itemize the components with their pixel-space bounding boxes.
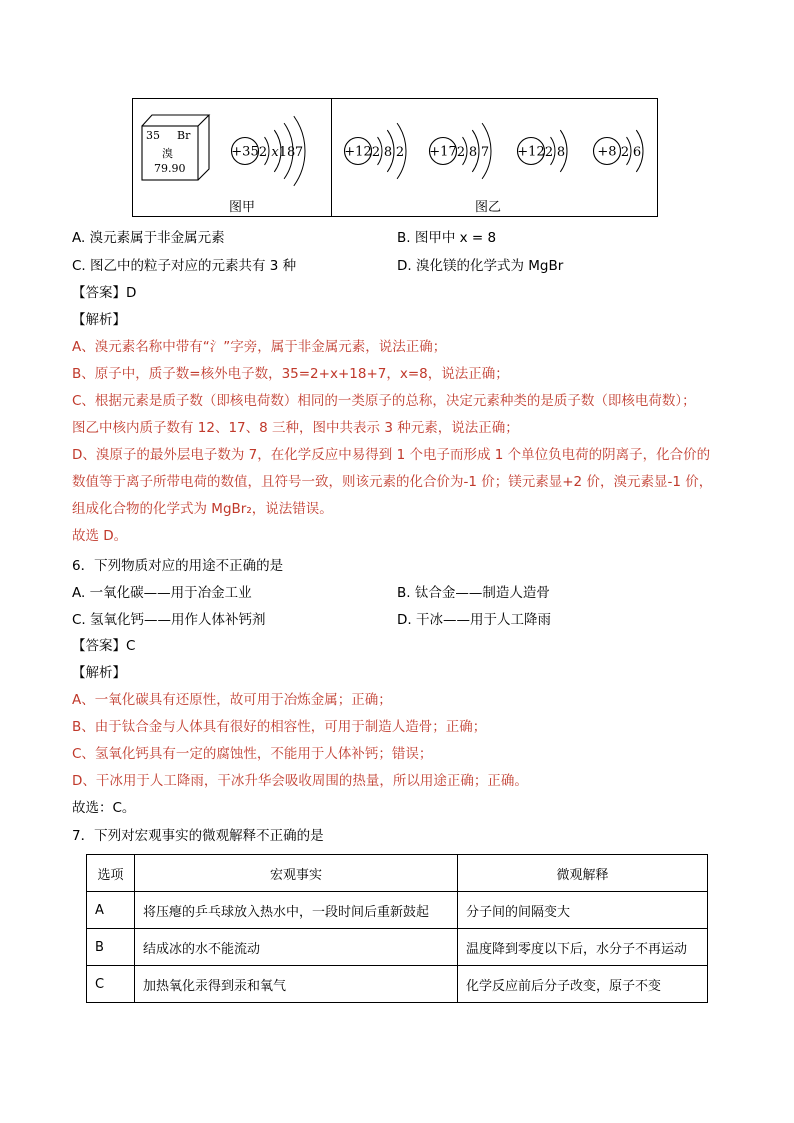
table-header-cell: 宏观事实: [135, 855, 458, 892]
q5-option-c: C. 图乙中的粒子对应的元素共有 3 种: [72, 258, 297, 274]
atom-diagram: [231, 116, 305, 186]
q5-answer: 【答案】D: [72, 285, 137, 301]
shell-electron-count: 2: [620, 145, 630, 160]
q5-option-a: A. 溴元素属于非金属元素: [72, 230, 225, 246]
table-header-cell: 微观解释: [458, 855, 708, 892]
atom-diagram: [517, 130, 567, 172]
shell-electron-count: 2: [544, 145, 554, 160]
atom-diagram: [429, 123, 491, 179]
q6-answer: 【答案】C: [72, 638, 136, 654]
shell-electron-count: 8: [468, 145, 478, 160]
table-header-row: [87, 855, 708, 892]
shell-electron-count: 2: [456, 145, 466, 160]
shell-electron-count: 18: [278, 145, 296, 160]
element-symbol: Br: [177, 129, 191, 142]
nucleus-charge: +12: [344, 144, 372, 160]
q5-option-d: D. 溴化镁的化学式为 MgBr: [397, 258, 564, 274]
shell-electron-count: 6: [632, 145, 642, 160]
q7-table: [86, 854, 708, 1003]
q6-analysis-line: A、一氧化碳具有还原性，故可用于冶炼金属；正确；: [72, 692, 392, 708]
table-cell: 结成冰的水不能流动: [135, 929, 458, 966]
q5-analysis-line: C、根据元素是质子数（即核电荷数）相同的一类原子的总称，决定元素种类的是质子数（即核电荷数）；: [72, 393, 696, 409]
shell-electron-count: 2: [371, 145, 381, 160]
q5-figure: [132, 98, 658, 217]
table-header-cell: 选项: [87, 855, 135, 892]
q5-option-b: B. 图甲中 x = 8: [397, 230, 497, 246]
table-cell: 将压瘪的乒乓球放入热水中，一段时间后重新鼓起: [135, 892, 458, 929]
q5-analysis-line: D、溴原子的最外层电子数为 7，在化学反应中易得到 1 个电子而形成 1 个单位负电荷的阴离子，化合价的: [72, 447, 711, 463]
q5-analysis-line: 图乙中核内质子数有 12、17、8 三种，图中共表示 3 种元素，说法正确；: [72, 420, 519, 436]
table-cell: C: [87, 966, 135, 1003]
figure-caption-jia: 图甲: [229, 200, 256, 215]
element-name: 溴: [162, 147, 173, 160]
table-cell: A: [87, 892, 135, 929]
q5-analysis-title: 【解析】: [72, 312, 126, 328]
shell-electron-count: 8: [556, 145, 566, 160]
shell-electron-count: x: [271, 145, 279, 160]
table-cell: 加热氧化汞得到汞和氧气: [135, 966, 458, 1003]
q5-analysis-line: 组成化合物的化学式为 MgBr₂，说法错误。: [72, 501, 333, 517]
element-atomic-mass: 79.90: [154, 162, 186, 175]
nucleus-charge: +8: [597, 144, 617, 160]
table-cell: 化学反应前后分子改变，原子不变: [458, 966, 708, 1003]
figure-divider: [331, 99, 332, 216]
shell-electron-count: 2: [258, 145, 268, 160]
table-cell: 分子间的间隔变大: [458, 892, 708, 929]
table-cell: 温度降到零度以下后，水分子不再运动: [458, 929, 708, 966]
q7-stem: 7．下列对宏观事实的微观解释不正确的是: [72, 828, 324, 844]
shell-electron-count: 7: [480, 145, 490, 160]
nucleus-charge: +35: [231, 144, 259, 160]
q6-option-d: D. 干冰——用于人工降雨: [397, 612, 551, 628]
shell-electron-count: 7: [294, 145, 304, 160]
atom-diagram: [594, 130, 644, 172]
q6-option-b: B. 钛合金——制造人造骨: [397, 585, 550, 601]
nucleus-charge: +17: [429, 144, 457, 160]
element-atomic-number: 35: [146, 129, 160, 142]
q6-option-a: A. 一氧化碳——用于冶金工业: [72, 585, 252, 601]
atom-diagram: [344, 123, 406, 179]
atom-structure-diagrams: [133, 99, 659, 218]
table-cell: B: [87, 929, 135, 966]
q6-analysis-line: B、由于钛合金与人体具有很好的相容性，可用于制造人造骨；正确；: [72, 719, 487, 735]
q6-option-c: C. 氢氧化钙——用作人体补钙剂: [72, 612, 266, 628]
table-row: [87, 966, 708, 1003]
shell-electron-count: 2: [395, 145, 405, 160]
nucleus-charge: +12: [517, 144, 545, 160]
q6-conclusion: 故选：C。: [72, 800, 136, 816]
figure-caption-yi: 图乙: [475, 200, 502, 215]
q6-stem: 6．下列物质对应的用途不正确的是: [72, 558, 284, 574]
shell-electron-count: 8: [383, 145, 393, 160]
q5-analysis-line: A、溴元素名称中带有“氵”字旁，属于非金属元素，说法正确；: [72, 339, 447, 355]
table-row: [87, 892, 708, 929]
q5-analysis-line: B、原子中，质子数=核外电子数，35=2+x+18+7，x=8，说法正确；: [72, 366, 509, 382]
q6-analysis-line: C、氢氧化钙具有一定的腐蚀性，不能用于人体补钙；错误；: [72, 746, 433, 762]
q6-analysis-line: D、干冰用于人工降雨，干冰升华会吸收周围的热量，所以用途正确；正确。: [72, 773, 528, 789]
table-row: [87, 929, 708, 966]
q5-analysis-line: 数值等于离子所带电荷的数值，且符号一致，则该元素的化合价为-1 价；镁元素显+2 价，溴元素显-1 价，: [72, 474, 713, 490]
q5-conclusion: 故选 D。: [72, 528, 128, 544]
q6-analysis-title: 【解析】: [72, 665, 126, 681]
